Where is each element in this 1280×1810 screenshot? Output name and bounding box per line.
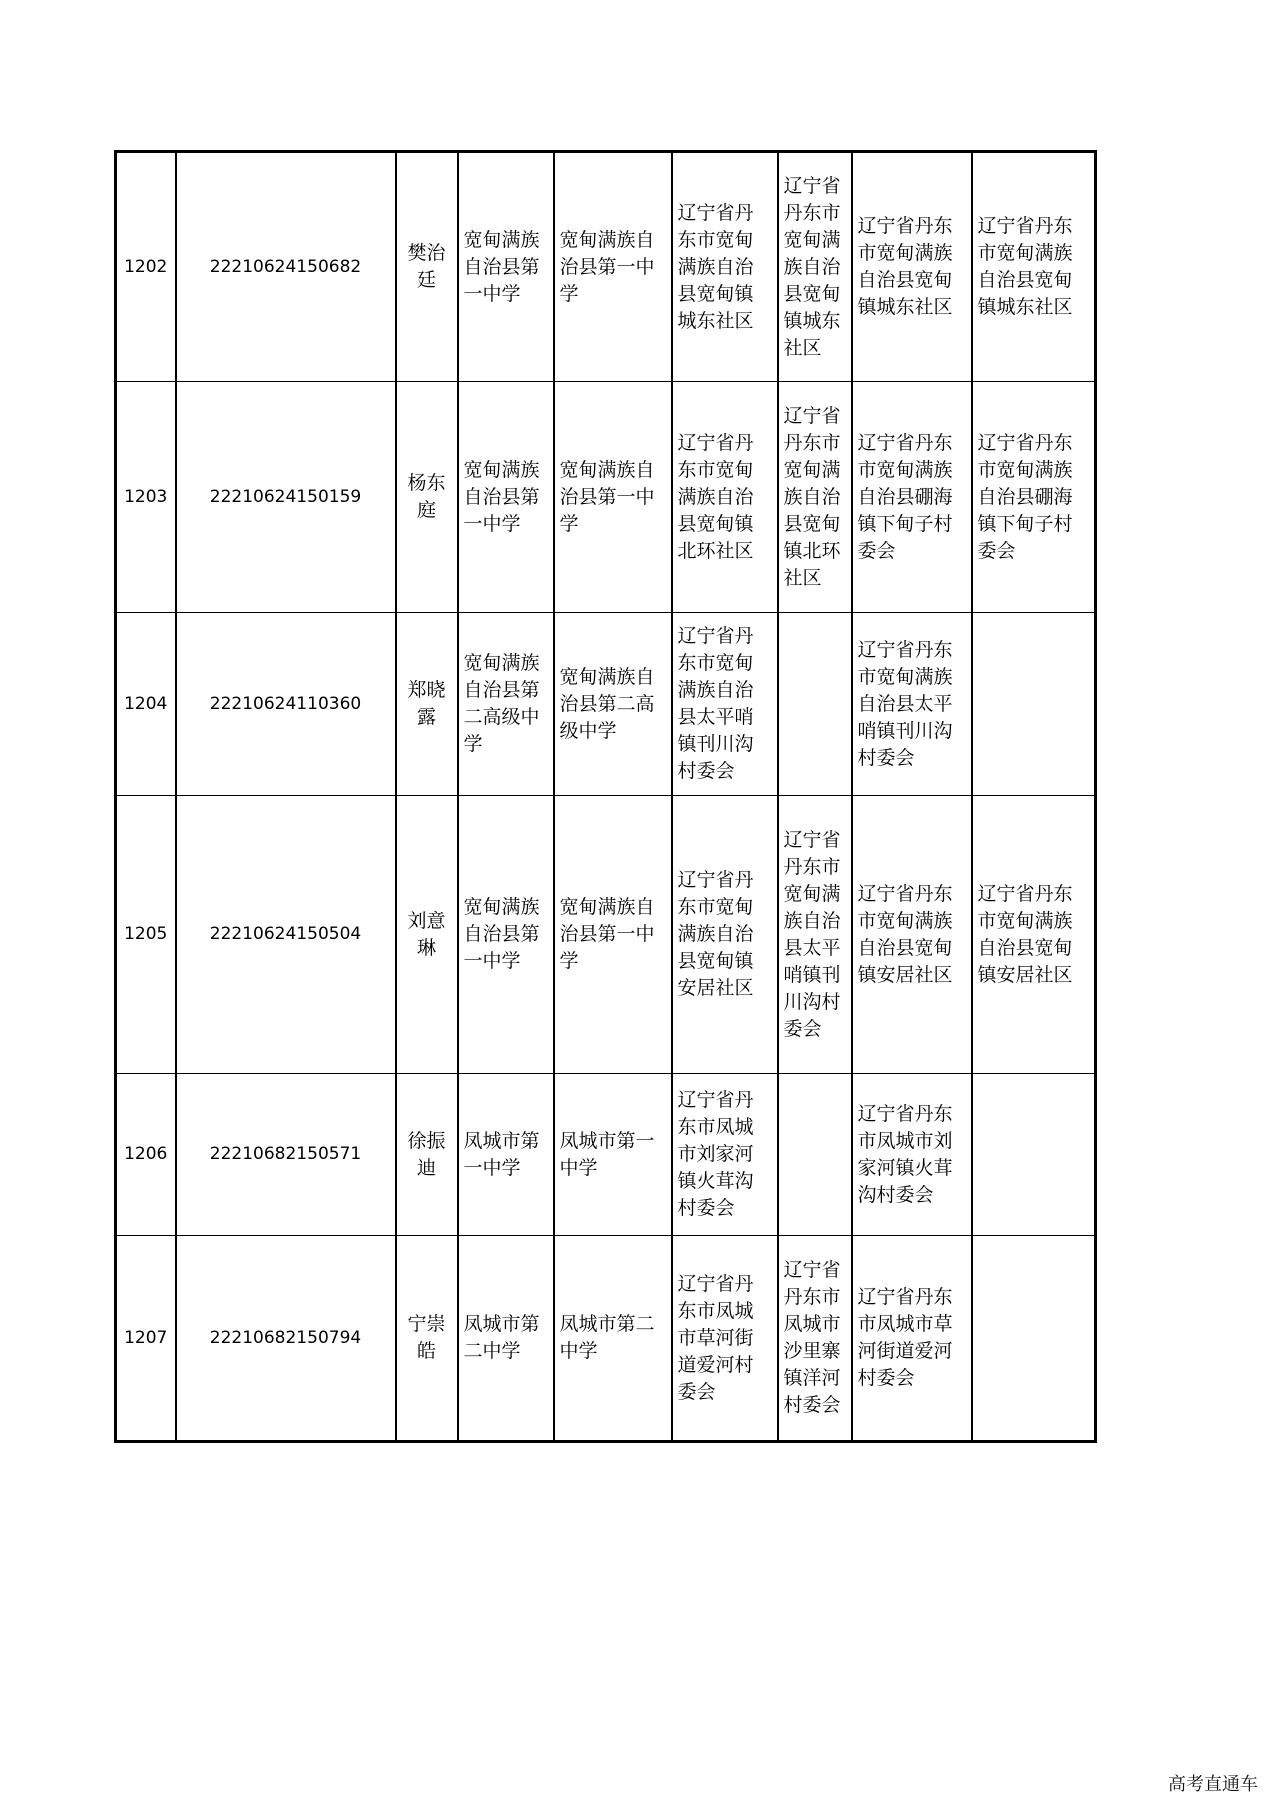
address-4-cell <box>972 613 1096 796</box>
seq-cell: 1202 <box>116 152 176 382</box>
name-cell: 杨东庭 <box>396 382 458 613</box>
school-2-cell: 宽甸满族自治县第二高级中学 <box>554 613 672 796</box>
table-row <box>116 1236 1096 1442</box>
student-table <box>114 150 1097 1443</box>
exam-id-cell: 22210624150504 <box>176 796 396 1074</box>
address-3-cell: 辽宁省丹东市宽甸满族自治县宽甸镇安居社区 <box>852 796 972 1074</box>
address-2-cell: 辽宁省丹东市宽甸满族自治县太平哨镇刊川沟村委会 <box>778 796 852 1074</box>
school-2-cell: 宽甸满族自治县第一中学 <box>554 152 672 382</box>
seq-cell: 1207 <box>116 1236 176 1442</box>
watermark: 高考直通车 <box>1168 1774 1258 1795</box>
school-1-cell: 宽甸满族自治县第二高级中学 <box>458 613 554 796</box>
address-1-cell: 辽宁省丹东市宽甸满族自治县太平哨镇刊川沟村委会 <box>672 613 778 796</box>
address-2-cell <box>778 1074 852 1236</box>
name-cell: 樊治廷 <box>396 152 458 382</box>
name-cell: 刘意琳 <box>396 796 458 1074</box>
address-3-cell: 辽宁省丹东市宽甸满族自治县太平哨镇刊川沟村委会 <box>852 613 972 796</box>
address-4-cell: 辽宁省丹东市宽甸满族自治县硼海镇下甸子村委会 <box>972 382 1096 613</box>
table-row <box>116 152 1096 382</box>
address-3-cell: 辽宁省丹东市凤城市刘家河镇火茸沟村委会 <box>852 1074 972 1236</box>
name-cell: 宁崇皓 <box>396 1236 458 1442</box>
seq-cell: 1203 <box>116 382 176 613</box>
address-1-cell: 辽宁省丹东市宽甸满族自治县宽甸镇城东社区 <box>672 152 778 382</box>
address-1-cell: 辽宁省丹东市凤城市草河街道爱河村委会 <box>672 1236 778 1442</box>
table-body <box>116 152 1096 1442</box>
exam-id-cell: 22210624150682 <box>176 152 396 382</box>
address-1-cell: 辽宁省丹东市凤城市刘家河镇火茸沟村委会 <box>672 1074 778 1236</box>
table-row <box>116 613 1096 796</box>
seq-cell: 1204 <box>116 613 176 796</box>
address-4-cell: 辽宁省丹东市宽甸满族自治县宽甸镇城东社区 <box>972 152 1096 382</box>
school-2-cell: 宽甸满族自治县第一中学 <box>554 382 672 613</box>
exam-id-cell: 22210624110360 <box>176 613 396 796</box>
exam-id-cell: 22210624150159 <box>176 382 396 613</box>
address-2-cell: 辽宁省丹东市宽甸满族自治县宽甸镇北环社区 <box>778 382 852 613</box>
school-1-cell: 凤城市第二中学 <box>458 1236 554 1442</box>
seq-cell: 1206 <box>116 1074 176 1236</box>
address-3-cell: 辽宁省丹东市宽甸满族自治县硼海镇下甸子村委会 <box>852 382 972 613</box>
school-1-cell: 宽甸满族自治县第一中学 <box>458 382 554 613</box>
address-1-cell: 辽宁省丹东市宽甸满族自治县宽甸镇北环社区 <box>672 382 778 613</box>
address-3-cell: 辽宁省丹东市宽甸满族自治县宽甸镇城东社区 <box>852 152 972 382</box>
school-1-cell: 凤城市第一中学 <box>458 1074 554 1236</box>
address-1-cell: 辽宁省丹东市宽甸满族自治县宽甸镇安居社区 <box>672 796 778 1074</box>
school-1-cell: 宽甸满族自治县第一中学 <box>458 796 554 1074</box>
school-2-cell: 凤城市第二中学 <box>554 1236 672 1442</box>
address-4-cell: 辽宁省丹东市宽甸满族自治县宽甸镇安居社区 <box>972 796 1096 1074</box>
exam-id-cell: 22210682150571 <box>176 1074 396 1236</box>
address-4-cell <box>972 1236 1096 1442</box>
address-2-cell: 辽宁省丹东市凤城市沙里寨镇洋河村委会 <box>778 1236 852 1442</box>
school-2-cell: 凤城市第一中学 <box>554 1074 672 1236</box>
address-2-cell: 辽宁省丹东市宽甸满族自治县宽甸镇城东社区 <box>778 152 852 382</box>
name-cell: 徐振迪 <box>396 1074 458 1236</box>
address-3-cell: 辽宁省丹东市凤城市草河街道爱河村委会 <box>852 1236 972 1442</box>
seq-cell: 1205 <box>116 796 176 1074</box>
name-cell: 郑晓露 <box>396 613 458 796</box>
exam-id-cell: 22210682150794 <box>176 1236 396 1442</box>
school-1-cell: 宽甸满族自治县第一中学 <box>458 152 554 382</box>
table-row <box>116 1074 1096 1236</box>
school-2-cell: 宽甸满族自治县第一中学 <box>554 796 672 1074</box>
address-4-cell <box>972 1074 1096 1236</box>
address-2-cell <box>778 613 852 796</box>
table-row <box>116 796 1096 1074</box>
table-row <box>116 382 1096 613</box>
